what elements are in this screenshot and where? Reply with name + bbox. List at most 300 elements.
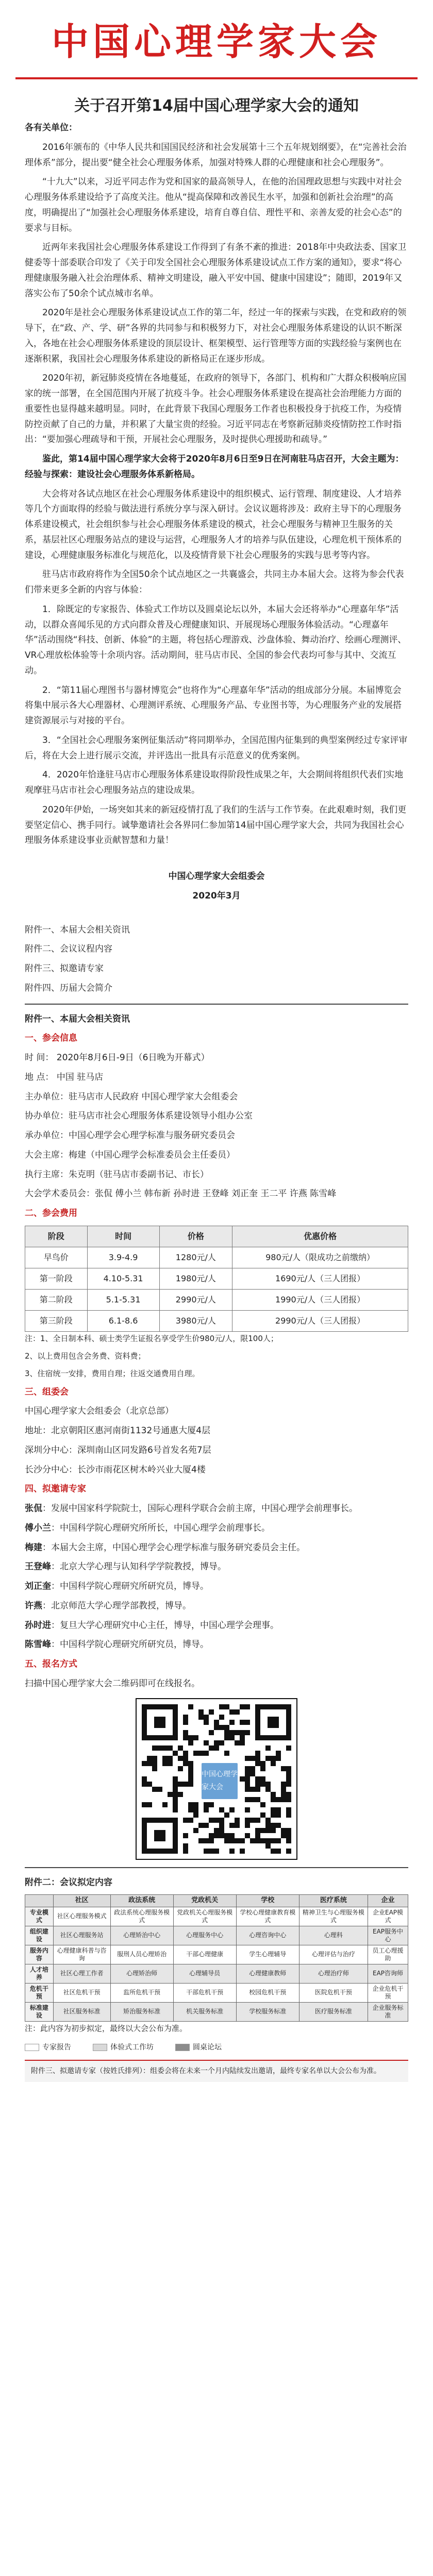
qr-module (235, 1838, 240, 1843)
qr-module (209, 1833, 214, 1838)
qr-module (286, 1812, 291, 1818)
qr-module (229, 1709, 235, 1715)
qr-module (198, 1838, 204, 1843)
expert-name: 陈雪峰 (25, 1639, 51, 1650)
attachment-item: 附件一、本届大会相关资讯 (25, 924, 130, 935)
expert-name: 刘正奎 (25, 1581, 51, 1591)
qr-module (229, 1833, 235, 1838)
qr-module (152, 1766, 157, 1771)
qr-module (255, 1761, 260, 1766)
agenda-cell: 精神卫生与心理服务模式 (299, 1907, 368, 1926)
notice-title: 关于召开第14届中国心理学家大会的通知 (74, 97, 359, 115)
qr-module (183, 1843, 188, 1849)
qr-module (235, 1740, 240, 1745)
legend-label: 专家报告 (42, 2043, 71, 2052)
qr-module (260, 1828, 265, 1833)
fee-cell: 1990元/人（三人团报） (232, 1289, 408, 1310)
qr-module (147, 1761, 152, 1766)
qr-module (204, 1802, 209, 1807)
meeting-info-line: 大会主席：梅建（中国心理学会标准委员会主任委员） (25, 1149, 235, 1160)
qr-module (255, 1833, 260, 1838)
agenda-row-label: 标准建设 (25, 2002, 54, 2021)
agenda-row-label: 危机干预 (25, 1983, 54, 2002)
list-item: 3．“全国社会心理服务案例征集活动”将同期举办，全国范围内征集到的典型案例经过专家评审后，将在大会上进行展示交流，并评选出一批具有示范意义的优秀案例。 (25, 735, 408, 761)
qr-module (255, 1782, 260, 1787)
agenda-cell: 学校心理健康教育模式 (236, 1907, 299, 1926)
qr-module (240, 1735, 245, 1740)
committee-title: 三、组委会 (25, 1386, 69, 1397)
expert-entry: 梅建：本届大会主席，中国心理学会心理学标准与服务研究委员会主任。 (25, 1542, 305, 1553)
qr-module (188, 1766, 193, 1771)
agenda-cell: EAP服务中心 (368, 1926, 408, 1945)
qr-module (240, 1776, 245, 1782)
qr-module (271, 1838, 276, 1843)
qr-module (224, 1735, 229, 1740)
legend-item (175, 2041, 222, 2054)
qr-module (245, 1797, 250, 1802)
qr-module (265, 1843, 271, 1849)
qr-module (271, 1756, 276, 1761)
qr-module (162, 1745, 168, 1751)
expert-entry: 王登峰：北京大学心理与认知科学学院教授，博导。 (25, 1562, 226, 1572)
qr-module (142, 1776, 147, 1782)
qr-module (183, 1751, 188, 1756)
signature-org: 中国心理学家大会组委会 (168, 871, 265, 882)
qr-module (188, 1782, 193, 1787)
meeting-info-line: 承办单位：中国心理学会心理学标准与服务研究委员会 (25, 1130, 235, 1141)
qr-module (265, 1828, 271, 1833)
qr-module (255, 1828, 260, 1833)
qr-module (209, 1818, 214, 1823)
register-text: 扫描中国心理学家大会二维码即可在线报名。 (25, 1678, 200, 1689)
qr-module (178, 1756, 183, 1761)
qr-module (286, 1776, 291, 1782)
agenda-footnote: 注：此内容为初步拟定，最终以大会公布为准。 (25, 2023, 188, 2033)
qr-module (271, 1761, 276, 1766)
qr-module (255, 1838, 260, 1843)
qr-module (271, 1849, 276, 1854)
experts-title: 四、拟邀请专家 (25, 1484, 86, 1495)
attachment-item: 附件四、历届大会简介 (25, 982, 112, 993)
qr-module (219, 1807, 224, 1812)
notice-body (0, 121, 433, 2082)
qr-module (276, 1756, 281, 1761)
qr-module (183, 1735, 188, 1740)
closing-paragraph: 2020年伊始，一场突如其来的新冠疫情打乱了我们的生活与工作节奏。在此艰难时刻，我们更要坚定信心、携手同行。诚挚邀请社会各界同仁参加第14届中国心理学家大会，共同为我国社会心理服务体系建设事业贡献智慧和力量！ (25, 804, 407, 846)
qr-module (286, 1766, 291, 1771)
paragraph-7: 大会将对各试点地区在社会心理服务体系建设中的组织模式、运行管理、制度建设、人才培养等几个方面取得的经验与做法进行系统分享与深入研讨。会议议题将涉及：政府主导下的心理服务体系建设模式，社会组织参与社会心理服务体系建设的模式，社会心理服务与精神卫生服务的关系，基层社区心理服务站点的建设与运营，心理服务人才的培养与队伍建设，心理危机干预体系的建设，心理健康服务标准化与规范化，以及疫情背景下社会心理服务的实践与思考等内容。 (25, 488, 402, 561)
qr-module (276, 1807, 281, 1812)
expert-name: 张侃 (25, 1503, 42, 1514)
qr-module (281, 1792, 286, 1797)
legend-swatch (175, 2044, 190, 2051)
agenda-cell: 监所危机干预 (110, 1983, 173, 2002)
qr-module (250, 1771, 255, 1776)
qr-module (245, 1782, 250, 1787)
fee-cell: 980元/人（限成功之前缴纳） (232, 1247, 408, 1268)
qr-module (286, 1797, 291, 1802)
qr-module (193, 1751, 198, 1756)
qr-module (250, 1756, 255, 1761)
agenda-header: 医疗系统 (299, 1895, 368, 1907)
fee-cell: 1980元/人 (159, 1268, 232, 1289)
agenda-cell: 心理矫治师 (110, 1964, 173, 1983)
qr-module (229, 1838, 235, 1843)
agenda-legend (25, 2041, 408, 2054)
qr-module (142, 1802, 147, 1807)
qr-module (209, 1730, 214, 1735)
qr-module (255, 1776, 260, 1782)
qr-module (142, 1782, 147, 1787)
expert-desc: 中国科学院心理研究所所长，中国心理学会前理事长。 (60, 1522, 270, 1533)
qr-module (152, 1756, 157, 1761)
qr-module (260, 1766, 265, 1771)
qr-module (240, 1849, 245, 1854)
qr-module (229, 1720, 235, 1725)
qr-module (240, 1730, 245, 1735)
qr-module (250, 1838, 255, 1843)
qr-module (250, 1787, 255, 1792)
agenda-cell: 社区心理工作者 (53, 1964, 110, 1983)
paragraph-5: 2020年初，新冠肺炎疫情在各地蔓延，在政府的领导下，各部门、机构和广大群众积极响应国家的统一部署，在全国范围内开展了抗疫斗争。社会心理服务体系建设在提高社会治理能力方面的重要性也显得越来越明显。同时，在此背景下我国心理服务工作者也积极投身于抗疫工作，为疫情防控贡献了自己的力量，并积累了大量宝贵的经验。习近平同志在考察新冠肺炎疫情防控工作时指出：“要加强心理疏导和干预，开展社会心理服务，及时提供心理援助和疏导。” (25, 373, 407, 445)
fee-cell: 6.1-8.6 (87, 1310, 159, 1331)
table-row (25, 1964, 408, 1983)
qr-module (224, 1751, 229, 1756)
agenda-cell: 心理健康教师 (236, 1964, 299, 1983)
paragraph-2: “十九大”以来，习近平同志作为党和国家的最高领导人，在他的治国理政思想与实践中对社会心理服务体系建设给予了高度关注。他从“提高保障和改善民生水平，加强和创新社会治理”的高度，明确提出了“加强社会心理服务体系建设，培育自尊自信、理性平和、亲善友爱的社会心态”的要求与目标。 (25, 177, 402, 233)
agenda-cell: 心理矫治中心 (110, 1926, 173, 1945)
banner-title: 中国心理学家大会 (51, 20, 381, 63)
legend-swatch (93, 2044, 107, 2051)
expert-desc: 复旦大学心理研究中心主任，博导，中国心理学会理事。 (60, 1620, 279, 1631)
qr-module (173, 1782, 178, 1787)
qr-module (168, 1761, 173, 1766)
committee-line: 深圳分中心：深圳南山区同发路6号首发名苑7层 (25, 1445, 211, 1455)
qr-module (209, 1838, 214, 1843)
agenda-cell: 企业危机干预 (368, 1983, 408, 2002)
qr-module (250, 1766, 255, 1771)
qr-finder (142, 1704, 178, 1740)
qr-module (245, 1833, 250, 1838)
qr-module (281, 1766, 286, 1771)
attachment-list (25, 923, 408, 996)
qr-module (178, 1792, 183, 1797)
qr-module (271, 1807, 276, 1812)
agenda-cell: 企业服务标准 (368, 2002, 408, 2021)
qr-module (271, 1797, 276, 1802)
legend-swatch (25, 2044, 39, 2051)
qr-module (240, 1740, 245, 1745)
qr-module (152, 1745, 157, 1751)
qr-module (204, 1823, 209, 1828)
qr-module (219, 1704, 224, 1709)
agenda-header: 企业 (368, 1895, 408, 1907)
agenda-cell: 心理科 (299, 1926, 368, 1945)
qr-module (271, 1828, 276, 1833)
qr-module (245, 1756, 250, 1761)
table-row (25, 1945, 408, 1964)
qr-module (142, 1761, 147, 1766)
qr-module (265, 1823, 271, 1828)
committee-line: 中国心理学家大会组委会（北京总部） (25, 1406, 174, 1417)
qr-module (265, 1756, 271, 1761)
expert-name: 梅建 (25, 1542, 42, 1553)
qr-module (214, 1725, 219, 1730)
qr-module (224, 1812, 229, 1818)
qr-module (152, 1761, 157, 1766)
agenda-cell: 社区心理服务模式 (53, 1907, 110, 1926)
meeting-info-line: 主办单位：驻马店市人民政府 中国心理学家大会组委会 (25, 1091, 238, 1102)
attachment-item: 附件三、拟邀请专家 (25, 963, 104, 974)
qr-module (173, 1802, 178, 1807)
qr-module (255, 1818, 260, 1823)
qr-module (286, 1838, 291, 1843)
qr-module (178, 1782, 183, 1787)
agenda-cell: 干部心理健康 (173, 1945, 236, 1964)
qr-module (224, 1725, 229, 1730)
qr-module (147, 1756, 152, 1761)
table-row (25, 1926, 408, 1945)
list-item: 4．2020年恰逢驻马店市心理服务体系建设取得阶段性成果之年，大会期间将组织代表们实地观摩驻马店市社会心理服务站点的建设成果。 (25, 770, 404, 795)
fee-cell: 第一阶段 (25, 1268, 88, 1289)
qr-module (276, 1812, 281, 1818)
qr-code[interactable] (136, 1698, 297, 1860)
qr-module (214, 1818, 219, 1823)
qr-module (224, 1838, 229, 1843)
fee-cell: 早鸟价 (25, 1247, 88, 1268)
qr-module (235, 1818, 240, 1823)
agenda-row-label: 组织建设 (25, 1926, 54, 1945)
qr-module (173, 1751, 178, 1756)
expert-entry: 许燕：北京师范大学心理学部教授，博导。 (25, 1600, 191, 1611)
qr-module (276, 1823, 281, 1828)
fee-header: 时间 (87, 1226, 159, 1247)
qr-module (193, 1828, 198, 1833)
fee-title: 二、参会费用 (25, 1208, 77, 1218)
committee-line: 长沙分中心：长沙市雨花区树木岭兴业大厦4楼 (25, 1464, 206, 1475)
legend-item (25, 2041, 71, 2054)
qr-module (198, 1709, 204, 1715)
agenda-cell: 政法系统心理服务模式 (110, 1907, 173, 1926)
qr-module (281, 1828, 286, 1833)
list-item: 1．除既定的专家报告、体验式工作坊以及圆桌论坛以外，本届大会还将举办“心理嘉年华”活动，以群众喜闻乐见的方式向群众普及心理健康知识、开展现场心理服务体验活动。“心理嘉年华”活动围绕“科技、创新、体验”的主题，将包括心理游戏、沙盘体验、舞动治疗、绘画心理测评、VR心理放松体验等十余项内容。活动期间，驻马店市民、全国的参会代表均可参与其中、交流互动。 (25, 604, 407, 676)
agenda-cell: 企业EAP模式 (368, 1907, 408, 1926)
agenda-header: 政法系统 (110, 1895, 173, 1907)
qr-module (204, 1838, 209, 1843)
qr-module (276, 1751, 281, 1756)
qr-module (219, 1823, 224, 1828)
qr-module (209, 1802, 214, 1807)
banner-divider (15, 77, 418, 79)
agenda-cell: 员工心理援助 (368, 1945, 408, 1964)
agenda-cell: 社区服务标准 (53, 2002, 110, 2021)
expert-name: 傅小兰 (25, 1522, 51, 1533)
qr-module (286, 1849, 291, 1854)
qr-module (188, 1740, 193, 1745)
qr-module (214, 1720, 219, 1725)
qr-module (235, 1730, 240, 1735)
qr-module (204, 1740, 209, 1745)
fee-header: 优惠价格 (232, 1226, 408, 1247)
legend-item (93, 2041, 154, 2054)
expert-name: 孙时进 (25, 1620, 51, 1631)
fee-note: 2、以上费用包含会务费、资料费； (25, 1351, 146, 1361)
paragraph-6: 鉴此，第14届中国心理学家大会将于2020年8月6日至9日在河南驻马店召开，大会主题为：经验与探索：建设社会心理服务体系新格局。 (25, 454, 404, 480)
qr-module (188, 1771, 193, 1776)
paragraph-1: 2016年颁布的《中华人民共和国国民经济和社会发展第十三个五年规划纲要》，在“完善社会治理体系”部分，提出要“健全社会心理服务体系，加强对特殊人群的心理健康和社会心理服务”。 (25, 142, 407, 168)
qr-module (193, 1812, 198, 1818)
qr-module (157, 1745, 162, 1751)
fee-cell: 5.1-5.31 (87, 1289, 159, 1310)
qr-module (183, 1756, 188, 1761)
agenda-cell: 心理辅导员 (173, 1964, 236, 1983)
qr-module (245, 1807, 250, 1812)
qr-module (209, 1709, 214, 1715)
qr-module (183, 1715, 188, 1720)
qr-module (229, 1849, 235, 1854)
qr-module (245, 1818, 250, 1823)
qr-module (286, 1745, 291, 1751)
agenda-cell: 社区心理服务站 (53, 1926, 110, 1945)
qr-module (219, 1725, 224, 1730)
meeting-info-title: 一、参会信息 (25, 1033, 77, 1044)
meeting-info-line: 执行主席：朱克明（驻马店市委副书记、市长） (25, 1169, 209, 1180)
qr-module (147, 1782, 152, 1787)
qr-module (265, 1787, 271, 1792)
fee-header: 阶段 (25, 1226, 88, 1247)
qr-module (204, 1751, 209, 1756)
qr-module (173, 1797, 178, 1802)
agenda-header: 学校 (236, 1895, 299, 1907)
qr-module (245, 1704, 250, 1709)
qr-module (173, 1792, 178, 1797)
fee-note: 注：1、全日制本科、硕士类学生证报名享受学生价980元/人，限100人； (25, 1333, 278, 1343)
qr-module (286, 1771, 291, 1776)
meeting-info-line: 地 点： 中国 驻马店 (25, 1072, 104, 1082)
qr-module (281, 1782, 286, 1787)
qr-module (214, 1849, 219, 1854)
expert-name: 王登峰 (25, 1562, 51, 1572)
agenda-header (25, 1895, 54, 1907)
expert-desc: 北京大学心理与认知科学学院教授，博导。 (60, 1562, 226, 1572)
expert-entry: 孙时进：复旦大学心理研究中心主任，博导，中国心理学会理事。 (25, 1620, 279, 1631)
qr-module (168, 1756, 173, 1761)
qr-module (271, 1823, 276, 1828)
agenda-row-label: 人才培养 (25, 1964, 54, 1983)
qr-module (214, 1745, 219, 1751)
table-row (25, 2002, 408, 2021)
qr-module (245, 1720, 250, 1725)
qr-module (219, 1715, 224, 1720)
qr-module (178, 1766, 183, 1771)
qr-module (229, 1823, 235, 1828)
qr-module (286, 1792, 291, 1797)
qr-module (240, 1720, 245, 1725)
qr-module (188, 1818, 193, 1823)
agenda-cell: 学校服务标准 (236, 2002, 299, 2021)
meeting-info-line: 时 间： 2020年8月6日-9日（6日晚为开幕式） (25, 1053, 210, 1063)
qr-module (224, 1704, 229, 1709)
qr-module (245, 1823, 250, 1828)
expert-entry: 陈雪峰：中国科学院心理研究所研究员，博导。 (25, 1639, 209, 1650)
qr-module (229, 1807, 235, 1812)
agenda-cell: 心理健康科普与咨询 (53, 1945, 110, 1964)
qr-module (271, 1812, 276, 1818)
qr-module (209, 1849, 214, 1854)
qr-module (204, 1807, 209, 1812)
qr-module (188, 1776, 193, 1782)
qr-module (173, 1776, 178, 1782)
qr-module (229, 1730, 235, 1735)
section-divider (25, 1004, 408, 1005)
agenda-table (25, 1894, 408, 2021)
fee-cell: 3.9-4.9 (87, 1247, 159, 1268)
qr-module (260, 1776, 265, 1782)
qr-module (173, 1807, 178, 1812)
qr-module (193, 1735, 198, 1740)
fee-cell: 1280元/人 (159, 1247, 232, 1268)
qr-module (183, 1720, 188, 1725)
qr-module (147, 1802, 152, 1807)
qr-module (271, 1792, 276, 1797)
qr-module (286, 1807, 291, 1812)
qr-module (188, 1735, 193, 1740)
qr-module (250, 1818, 255, 1823)
fee-cell: 第三阶段 (25, 1310, 88, 1331)
qr-module (276, 1797, 281, 1802)
agenda-cell: 机关服务标准 (173, 2002, 236, 2021)
qr-module (235, 1709, 240, 1715)
expert-desc: 中国科学院心理研究所研究员，博导。 (60, 1581, 209, 1591)
expert-desc: 中国科学院心理研究所研究员，博导。 (60, 1639, 209, 1650)
qr-module (245, 1766, 250, 1771)
table-row (25, 1310, 408, 1331)
table-row (25, 1907, 408, 1926)
qr-module (214, 1828, 219, 1833)
qr-logo: 中国心理学家大会 (199, 1761, 240, 1801)
fee-note: 3、住宿统一安排，费用自理；往返交通费用自理。 (25, 1369, 200, 1379)
qr-module (198, 1823, 204, 1828)
qr-module (245, 1771, 250, 1776)
qr-module (265, 1818, 271, 1823)
section-divider (25, 1867, 408, 1868)
qr-module (219, 1833, 224, 1838)
agenda-cell: 医疗服务标准 (299, 2002, 368, 2021)
qr-module (260, 1782, 265, 1787)
expert-name: 许燕 (25, 1600, 42, 1611)
expert-desc: 北京师范大学心理学部教授，博导。 (51, 1600, 191, 1611)
qr-module (224, 1730, 229, 1735)
fee-cell: 第二阶段 (25, 1289, 88, 1310)
qr-module (162, 1756, 168, 1761)
agenda-cell: 心理治疗师 (299, 1964, 368, 1983)
agenda-cell: 学生心理辅导 (236, 1945, 299, 1964)
qr-module (255, 1751, 260, 1756)
qr-module (281, 1833, 286, 1838)
qr-module (260, 1812, 265, 1818)
attachment3-intro: 附件三、拟邀请专家（按姓氏排列）：组委会将在未来一个月内陆续发出邀请，最终专家名单以大会公布为准。 (25, 2060, 408, 2082)
expert-desc: 本届大会主席，中国心理学会心理学标准与服务研究委员会主任。 (51, 1542, 305, 1553)
qr-module (255, 1787, 260, 1792)
qr-module (235, 1823, 240, 1828)
qr-finder (142, 1818, 178, 1854)
qr-module (250, 1797, 255, 1802)
paragraph-4: 2020年是社会心理服务体系建设试点工作的第二年，经过一年的探索与实践，在党和政府的领导下，在“政、产、学、研”各界的共同参与和积极努力下，对社会心理服务体系建设的认识不断深入，各地在社会心理服务体系建设的顶层设计、框架模型、运行管理等方面的实践经验与案例也在逐渐积累，我国社会心理服务体系建设的新格局正在逐步形成。 (25, 308, 407, 364)
qr-module (204, 1720, 209, 1725)
qr-module (265, 1745, 271, 1751)
qr-module (183, 1782, 188, 1787)
signature-date: 2020年3月 (192, 890, 241, 901)
